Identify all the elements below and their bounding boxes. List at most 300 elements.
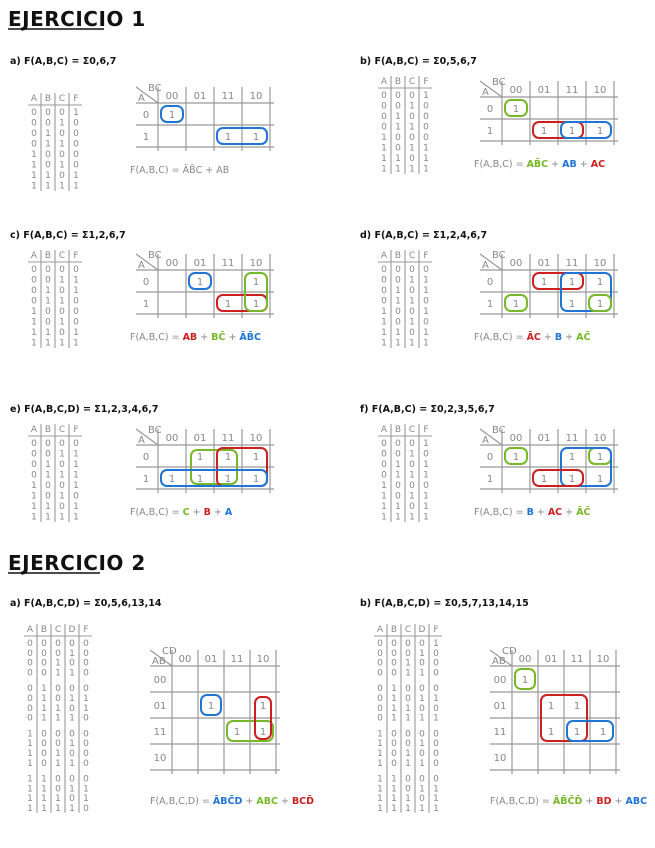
- truth-table-cell: 0: [409, 481, 415, 491]
- truth-table-cell: 1: [69, 804, 75, 814]
- kmap-col-label: 00: [165, 433, 179, 444]
- karnaugh-map: [136, 83, 274, 151]
- truth-table-cell: 0: [59, 171, 65, 181]
- truth-table-cell: 1: [395, 164, 401, 175]
- truth-table: [28, 424, 82, 523]
- kmap-col-label: 10: [596, 654, 610, 665]
- truth-table-cell: 0: [59, 460, 65, 470]
- truth-table-cell: 1: [395, 328, 401, 338]
- kmap-cell-value: 1: [547, 701, 555, 712]
- truth-table-cell: 1: [395, 154, 401, 164]
- truth-table-cell: 1: [31, 160, 37, 171]
- truth-table-cell: 0: [395, 133, 401, 143]
- truth-table-header: F: [423, 77, 429, 87]
- truth-table-cell: 0: [395, 275, 401, 286]
- truth-table-cell: 1: [55, 804, 61, 814]
- karnaugh-map: [480, 250, 618, 318]
- truth-table-cell: 0: [31, 460, 37, 470]
- truth-table-cell: 0: [405, 694, 411, 704]
- truth-table-cell: 1: [405, 794, 411, 805]
- truth-table: [378, 250, 432, 349]
- truth-table-cell: 0: [73, 160, 79, 171]
- kmap-col-label: 11: [570, 654, 584, 665]
- kmap-col-label: 10: [593, 85, 607, 96]
- truth-table-cell: 1: [45, 328, 51, 338]
- truth-table-cell: 1: [405, 804, 411, 814]
- truth-table-cell: 1: [423, 460, 429, 470]
- truth-table-cell: 1: [409, 338, 415, 349]
- truth-table-cell: 0: [31, 449, 37, 460]
- kmap-cell-value: 1: [568, 452, 576, 463]
- truth-table-cell: 0: [391, 668, 397, 679]
- truth-table-cell: 1: [27, 758, 33, 769]
- truth-table-cell: 0: [59, 150, 65, 160]
- kmap-cell-value: 1: [596, 474, 604, 485]
- expression-term: AB: [182, 332, 198, 343]
- truth-table-header: F: [73, 251, 79, 261]
- truth-table-cell: 0: [27, 668, 33, 679]
- truth-table-cell: 1: [31, 181, 37, 192]
- truth-table-cell: 1: [83, 694, 89, 704]
- truth-table-cell: 1: [395, 470, 401, 481]
- truth-table-cell: 0: [433, 648, 439, 659]
- truth-table-cell: 0: [41, 668, 47, 679]
- truth-table-cell: 1: [59, 160, 65, 171]
- truth-table-cell: 1: [395, 512, 401, 523]
- kmap-cell-value: 1: [540, 277, 548, 288]
- expression-term: BD: [596, 796, 612, 807]
- simplified-expression: [474, 331, 591, 343]
- truth-table-cell: 1: [433, 694, 439, 704]
- truth-table-cell: 1: [31, 491, 37, 502]
- kmap-row-label: 0: [142, 110, 150, 121]
- truth-table-cell: 1: [391, 774, 397, 785]
- kmap-cell-value: 1: [512, 104, 520, 115]
- kmap-cell-value: 1: [540, 126, 548, 137]
- truth-table-cell: 0: [45, 307, 51, 317]
- truth-table-cell: 0: [433, 739, 439, 750]
- truth-table-cell: 1: [377, 804, 383, 814]
- kmap-col-label: 01: [537, 433, 551, 444]
- karnaugh-map: [136, 425, 274, 493]
- kmap-cell-value: 1: [252, 132, 260, 143]
- truth-table-cell: 0: [45, 118, 51, 129]
- truth-table-cell: 0: [83, 758, 89, 769]
- truth-table-cell: 0: [41, 758, 47, 769]
- kmap-corner-label: CD: [162, 646, 177, 657]
- kmap-corner-label: A: [138, 435, 145, 446]
- kmap-corner-label: A: [138, 260, 145, 271]
- truth-table-cell: 0: [73, 150, 79, 160]
- truth-table-cell: 0: [55, 648, 61, 659]
- simplified-expression: [130, 331, 261, 343]
- truth-table-cell: 0: [59, 439, 65, 449]
- truth-table-cell: 1: [423, 91, 429, 101]
- kmap-row-label: 00: [493, 675, 507, 686]
- truth-table-cell: 1: [391, 703, 397, 714]
- kmap-row-label: 11: [153, 727, 167, 738]
- truth-table-cell: 0: [69, 774, 75, 785]
- kmap-col-label: 11: [565, 433, 579, 444]
- truth-table-cell: 0: [45, 150, 51, 160]
- truth-table-cell: 0: [55, 739, 61, 750]
- truth-table-cell: 0: [27, 713, 33, 724]
- truth-table-cell: 1: [27, 774, 33, 785]
- truth-table-cell: 0: [409, 286, 415, 296]
- truth-table-header: C: [404, 625, 412, 635]
- truth-table-cell: 1: [83, 703, 89, 714]
- truth-table-cell: 0: [395, 265, 401, 275]
- truth-table-cell: 1: [73, 286, 79, 296]
- truth-table-cell: 0: [423, 101, 429, 112]
- section-title: EJERCICIO 1: [8, 7, 146, 31]
- karnaugh-map: [480, 77, 618, 145]
- truth-table-cell: 0: [55, 729, 61, 740]
- exercise-header: d) F(A,B,C) = Σ1,2,4,6,7: [360, 230, 488, 241]
- kmap-cell-value: 1: [512, 299, 520, 310]
- truth-table-cell: 0: [31, 275, 37, 286]
- exercise-header: b) F(A,B,C) = Σ0,5,6,7: [360, 56, 477, 67]
- truth-table-cell: 1: [45, 502, 51, 512]
- truth-table-header: B: [40, 625, 48, 635]
- truth-table-cell: 0: [73, 307, 79, 317]
- truth-table-cell: 1: [391, 694, 397, 704]
- truth-table-cell: 0: [395, 439, 401, 449]
- truth-table-cell: 1: [31, 317, 37, 328]
- truth-table-cell: 1: [55, 749, 61, 759]
- truth-table-cell: 1: [45, 470, 51, 481]
- truth-table-header: F: [73, 425, 79, 435]
- truth-table-cell: 0: [409, 91, 415, 101]
- kmap-row-label: 1: [486, 126, 494, 137]
- truth-table-cell: 0: [69, 749, 75, 759]
- truth-table-cell: 1: [31, 171, 37, 181]
- truth-table-cell: 1: [73, 449, 79, 460]
- expression-term: F(A,B,C) =: [130, 507, 183, 518]
- kmap-corner-label: BC: [492, 425, 506, 436]
- truth-table-header: C: [54, 625, 62, 635]
- truth-table-cell: 1: [419, 804, 425, 814]
- kmap-corner-label: BC: [148, 425, 162, 436]
- truth-table-cell: 1: [395, 460, 401, 470]
- truth-table: [28, 250, 82, 349]
- truth-table-header: C: [408, 77, 416, 87]
- truth-table-cell: 1: [31, 150, 37, 160]
- truth-table-cell: 1: [83, 794, 89, 805]
- truth-table-cell: 1: [45, 286, 51, 296]
- truth-table-cell: 0: [41, 658, 47, 669]
- truth-table-cell: 1: [409, 143, 415, 154]
- kmap-row-label: 1: [142, 474, 150, 485]
- truth-table-cell: 0: [45, 160, 51, 171]
- kmap-col-label: 11: [565, 258, 579, 269]
- truth-table-cell: 0: [69, 729, 75, 740]
- kmap-col-label: 00: [165, 258, 179, 269]
- truth-table-cell: 0: [419, 658, 425, 669]
- truth-table-cell: 0: [59, 108, 65, 118]
- truth-table-cell: 0: [409, 133, 415, 143]
- truth-table-cell: 0: [395, 449, 401, 460]
- expression-term: +: [582, 796, 597, 807]
- truth-table-cell: 0: [73, 118, 79, 129]
- expression-term: F(A,B,C) =: [130, 165, 183, 176]
- truth-table-cell: 1: [423, 275, 429, 286]
- truth-table-cell: 0: [73, 296, 79, 307]
- truth-table-cell: 1: [73, 181, 79, 192]
- expression-term: F(A,B,C) =: [474, 159, 527, 170]
- truth-table-cell: 1: [423, 307, 429, 317]
- truth-table-cell: 0: [55, 774, 61, 785]
- kmap-cell-value: 1: [252, 299, 260, 310]
- truth-table-cell: 1: [377, 794, 383, 805]
- truth-table-cell: 1: [73, 470, 79, 481]
- truth-table-cell: 0: [423, 296, 429, 307]
- truth-table-cell: 0: [27, 648, 33, 659]
- expression-term: B: [203, 507, 211, 518]
- truth-table-cell: 1: [433, 784, 439, 795]
- truth-table-cell: 1: [419, 758, 425, 769]
- truth-table-cell: 0: [409, 439, 415, 449]
- truth-table-cell: 0: [419, 729, 425, 740]
- truth-table-cell: 1: [409, 275, 415, 286]
- truth-table-cell: 1: [59, 317, 65, 328]
- truth-table-cell: 0: [31, 439, 37, 449]
- truth-table-cell: 0: [59, 129, 65, 139]
- truth-table-cell: 0: [31, 470, 37, 481]
- expression-term: F(A,B,C) =: [474, 507, 527, 518]
- truth-table-cell: 0: [381, 460, 387, 470]
- truth-table-cell: 1: [381, 154, 387, 164]
- expression-term: ĀC: [526, 332, 541, 343]
- truth-table-cell: 1: [59, 275, 65, 286]
- truth-table-cell: 1: [381, 143, 387, 154]
- truth-table-cell: 0: [423, 317, 429, 328]
- truth-table-cell: 1: [423, 512, 429, 523]
- truth-table-cell: 1: [31, 502, 37, 512]
- kmap-cell-value: 1: [599, 727, 607, 738]
- truth-table-cell: 1: [73, 275, 79, 286]
- truth-table-cell: 0: [405, 648, 411, 659]
- truth-table-cell: 0: [31, 129, 37, 139]
- truth-table-cell: 1: [27, 804, 33, 814]
- truth-table-cell: 0: [83, 774, 89, 785]
- truth-table-cell: 1: [423, 164, 429, 175]
- expression-term: +: [277, 796, 292, 807]
- truth-table-cell: 1: [55, 758, 61, 769]
- truth-table-header: F: [423, 251, 429, 261]
- truth-table-cell: 1: [41, 703, 47, 714]
- truth-table-cell: 0: [377, 684, 383, 695]
- truth-table-cell: 1: [419, 668, 425, 679]
- kmap-corner-label: A: [482, 260, 489, 271]
- truth-table-header: A: [30, 251, 38, 261]
- truth-table-cell: 0: [423, 449, 429, 460]
- kmap-cell-value: 1: [547, 727, 555, 738]
- truth-table-cell: 1: [409, 164, 415, 175]
- truth-table-cell: 0: [83, 749, 89, 759]
- expression-term: F(A,B,C) =: [474, 332, 527, 343]
- kmap-row-label: 1: [486, 299, 494, 310]
- kmap-col-label: 00: [165, 91, 179, 102]
- truth-table-cell: 0: [405, 684, 411, 695]
- truth-table-header: A: [30, 425, 38, 435]
- truth-table-cell: 0: [377, 648, 383, 659]
- karnaugh-map: [150, 646, 280, 774]
- truth-table-cell: 1: [409, 317, 415, 328]
- truth-table-cell: 0: [409, 502, 415, 512]
- kmap-corner-label: AB: [152, 656, 166, 667]
- truth-table-cell: 1: [395, 296, 401, 307]
- kmap-col-label: 01: [193, 91, 207, 102]
- expression-term: F(A,B,C) =: [130, 332, 183, 343]
- truth-table-cell: 0: [377, 658, 383, 669]
- truth-table-header: D: [418, 625, 426, 635]
- truth-table-cell: 0: [419, 703, 425, 714]
- expression-term: ĀBC̄D: [212, 796, 243, 807]
- truth-table-cell: 0: [45, 481, 51, 491]
- truth-table-cell: 1: [419, 648, 425, 659]
- truth-table-cell: 0: [83, 668, 89, 679]
- truth-table-cell: 0: [73, 317, 79, 328]
- truth-table-header: C: [58, 94, 66, 104]
- truth-table-cell: 1: [377, 729, 383, 740]
- truth-table-cell: 1: [381, 338, 387, 349]
- truth-table-cell: 0: [409, 154, 415, 164]
- truth-table-cell: 1: [41, 713, 47, 724]
- expression-term: AC̄: [576, 332, 591, 343]
- truth-table-cell: 1: [433, 804, 439, 814]
- expression-term: +: [562, 332, 577, 343]
- truth-table-cell: 1: [69, 784, 75, 795]
- truth-table-cell: 0: [59, 307, 65, 317]
- truth-table-cell: 0: [433, 729, 439, 740]
- kmap-cell-value: 1: [512, 452, 520, 463]
- expression-term: AB: [562, 159, 577, 170]
- truth-table-cell: 1: [73, 481, 79, 491]
- truth-table-cell: 0: [395, 91, 401, 101]
- truth-table-cell: 0: [83, 739, 89, 750]
- truth-table-cell: 0: [41, 648, 47, 659]
- truth-table-cell: 1: [41, 794, 47, 805]
- truth-table-cell: 0: [381, 449, 387, 460]
- truth-table-cell: 0: [405, 739, 411, 750]
- truth-table-cell: 1: [409, 296, 415, 307]
- truth-table-cell: 0: [41, 739, 47, 750]
- kmap-cell-value: 1: [568, 299, 576, 310]
- truth-table-cell: 0: [73, 139, 79, 150]
- truth-table-cell: 0: [83, 658, 89, 669]
- truth-table-cell: 0: [83, 804, 89, 814]
- kmap-col-label: 11: [230, 654, 244, 665]
- truth-table-cell: 1: [59, 181, 65, 192]
- truth-table-cell: 0: [381, 470, 387, 481]
- truth-table-cell: 1: [59, 338, 65, 349]
- truth-table-header: A: [376, 625, 384, 635]
- kmap-corner-label: BC: [492, 77, 506, 88]
- truth-table-cell: 1: [391, 794, 397, 805]
- truth-table-cell: 1: [59, 491, 65, 502]
- truth-table-cell: 1: [433, 713, 439, 724]
- kmap-corner-label: A: [138, 93, 145, 104]
- kmap-col-label: 01: [193, 433, 207, 444]
- truth-table-cell: 1: [391, 804, 397, 814]
- truth-table-cell: 1: [405, 713, 411, 724]
- karnaugh-map: [136, 250, 274, 318]
- truth-table-cell: 0: [59, 286, 65, 296]
- kmap-corner-label: CD: [502, 646, 517, 657]
- truth-table-header: B: [390, 625, 398, 635]
- truth-table-cell: 0: [59, 481, 65, 491]
- kmap-col-label: 00: [509, 85, 523, 96]
- truth-table-cell: 1: [423, 470, 429, 481]
- truth-table-cell: 0: [41, 749, 47, 759]
- truth-table-cell: 0: [69, 684, 75, 695]
- simplified-expression: [474, 158, 605, 170]
- truth-table-cell: 1: [391, 684, 397, 695]
- truth-table: [374, 624, 442, 814]
- kmap-cell-value: 1: [196, 474, 204, 485]
- kmap-corner-label: BC: [148, 83, 162, 94]
- truth-table-cell: 0: [419, 639, 425, 649]
- truth-table-cell: 1: [55, 713, 61, 724]
- kmap-cell-value: 1: [207, 701, 215, 712]
- truth-table-cell: 0: [69, 794, 75, 805]
- truth-table-cell: 1: [395, 112, 401, 122]
- expression-term: ĀB̄C + AB: [182, 165, 230, 176]
- kmap-cell-value: 1: [196, 452, 204, 463]
- truth-table-cell: 1: [45, 129, 51, 139]
- truth-table-cell: 1: [419, 739, 425, 750]
- kmap-col-label: 10: [249, 433, 263, 444]
- truth-table-cell: 0: [377, 639, 383, 649]
- truth-table-cell: 1: [377, 784, 383, 795]
- truth-table-cell: 1: [27, 749, 33, 759]
- truth-table-cell: 0: [391, 648, 397, 659]
- truth-table-cell: 1: [55, 794, 61, 805]
- truth-table-cell: 0: [409, 328, 415, 338]
- truth-table-cell: 0: [31, 139, 37, 150]
- truth-table-cell: 0: [83, 713, 89, 724]
- truth-table-cell: 1: [405, 749, 411, 759]
- kmap-row-label: 01: [493, 701, 507, 712]
- expression-term: +: [189, 507, 204, 518]
- truth-table-cell: 0: [45, 275, 51, 286]
- truth-table-cell: 1: [405, 703, 411, 714]
- truth-table-cell: 1: [395, 286, 401, 296]
- kmap-row-label: 00: [153, 675, 167, 686]
- truth-table-cell: 1: [423, 338, 429, 349]
- truth-table-cell: 0: [73, 439, 79, 449]
- truth-table-header: C: [408, 425, 416, 435]
- truth-table-cell: 0: [59, 328, 65, 338]
- truth-table-cell: 0: [395, 481, 401, 491]
- truth-table-cell: 1: [31, 307, 37, 317]
- simplified-expression: [150, 795, 314, 807]
- kmap-cell-value: 1: [259, 727, 267, 738]
- truth-table-cell: 1: [59, 139, 65, 150]
- truth-table-cell: 1: [69, 713, 75, 724]
- exercise-header: f) F(A,B,C) = Σ0,2,3,5,6,7: [360, 404, 495, 415]
- truth-table-cell: 0: [55, 694, 61, 704]
- truth-table-cell: 1: [45, 181, 51, 192]
- kmap-col-label: 01: [193, 258, 207, 269]
- kmap-cell-value: 1: [596, 277, 604, 288]
- truth-table-cell: 0: [423, 481, 429, 491]
- truth-table-cell: 1: [73, 328, 79, 338]
- truth-table-cell: 0: [381, 265, 387, 275]
- expression-term: AB̄C: [526, 159, 549, 170]
- truth-table-cell: 1: [59, 470, 65, 481]
